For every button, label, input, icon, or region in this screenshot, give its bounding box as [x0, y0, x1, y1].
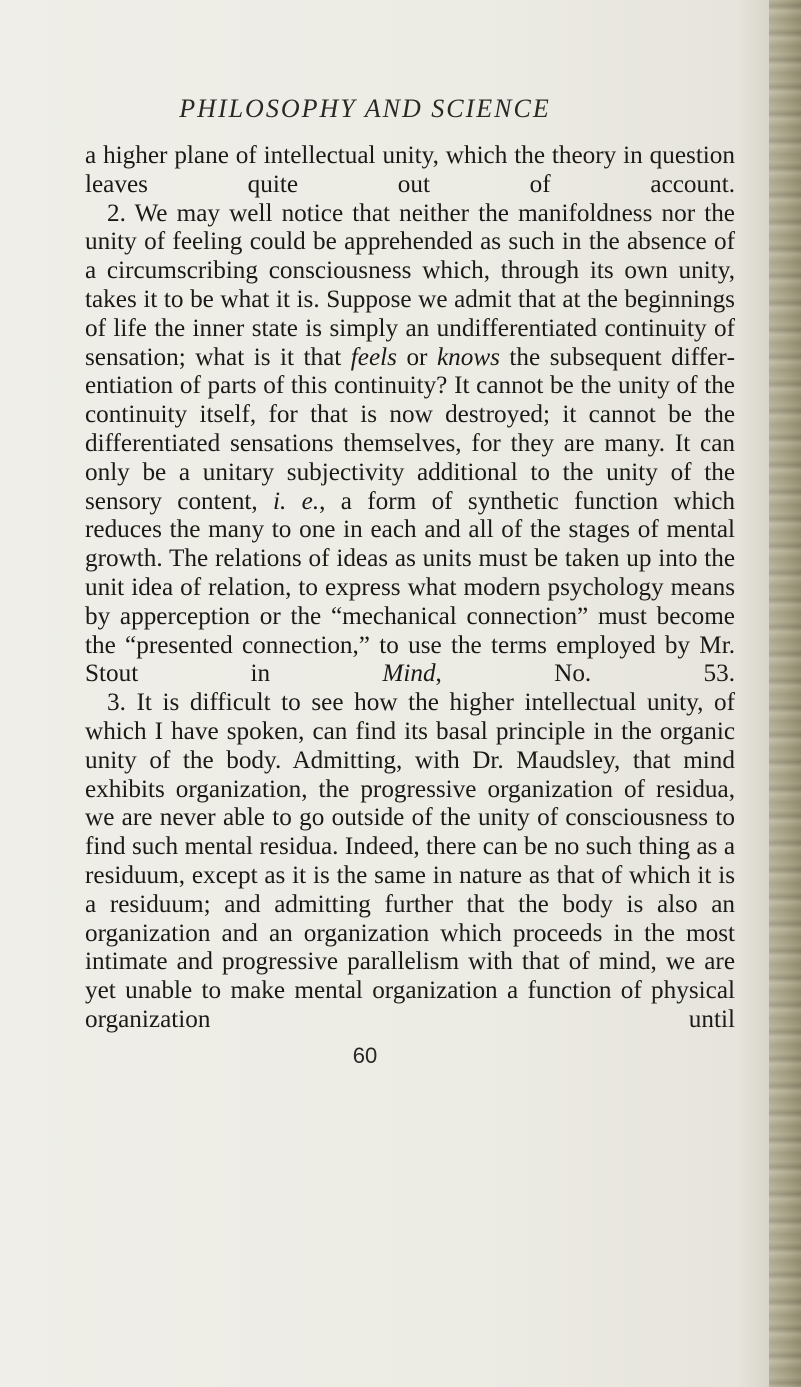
- text-run: 2. We may well notice that neither the manifoldness nor the unity of feeling could be apprehended as such in the absence of a circumscribing consciousness which, through its own unity, takes it to be what it is. Suppose we admit that at the beginnings of life the inner state is simply an undifferentiated continuity of sensation; what is it that: [85, 199, 735, 371]
- text-run: 3. It is difficult to see how the higher intellectual unity, of which I have spoken, can find its basal principle in the organic unity of the body. Admitting, with Dr. Maudsley, that mind exhibits organization, the progressive organization of residua, we are never able to go outside of the unity of consciousness to find such mental residua. Indeed, there can be no such thing as a residuum, except as it is the same in nature as that of which it is a residuum; and admitting further that the body is also an organization and an organization which proceeds in the most intimate and progressive parallelism with that of mind, we are yet unable to make mental organization a function of physical organization until: [85, 689, 735, 1033]
- running-head: PHILOSOPHY AND SCIENCE: [179, 94, 551, 123]
- italic-text: knows: [436, 343, 500, 371]
- italic-text: i. e.: [273, 487, 320, 515]
- page-number: 60: [352, 1043, 378, 1068]
- text-run: the subsequent differentiation of parts of this continuity? It cannot be the unity of the continuity itself, for that is now destroyed; it cannot be the differentiated sensations themselves, for they are many. It can only be a unitary subjectivity additional to the unity of the sensory content,: [85, 343, 736, 515]
- italic-text: Mind: [382, 660, 436, 688]
- text-run: a higher plane of intellectual unity, which the theory in question leaves quite out of account.: [85, 142, 735, 198]
- paragraph: [85, 142, 735, 200]
- body-text: [85, 142, 735, 1035]
- text-run: , No. 53.: [435, 660, 735, 688]
- paragraph: [85, 200, 735, 690]
- text-run: or: [396, 343, 437, 371]
- italic-text: feels: [350, 343, 397, 371]
- paragraph: [85, 689, 735, 1035]
- page-edge-shadow: [769, 0, 801, 1387]
- text-run: , a form of synthetic function which reduces the many to one in each and all of the stages of mental growth. The relations of ideas as units must be taken up into the unit idea of relation, to express what modern psychology means by apperception or the “mechanical connection” must become the “presented connection,” to use the terms employed by Mr. Stout in: [85, 487, 735, 688]
